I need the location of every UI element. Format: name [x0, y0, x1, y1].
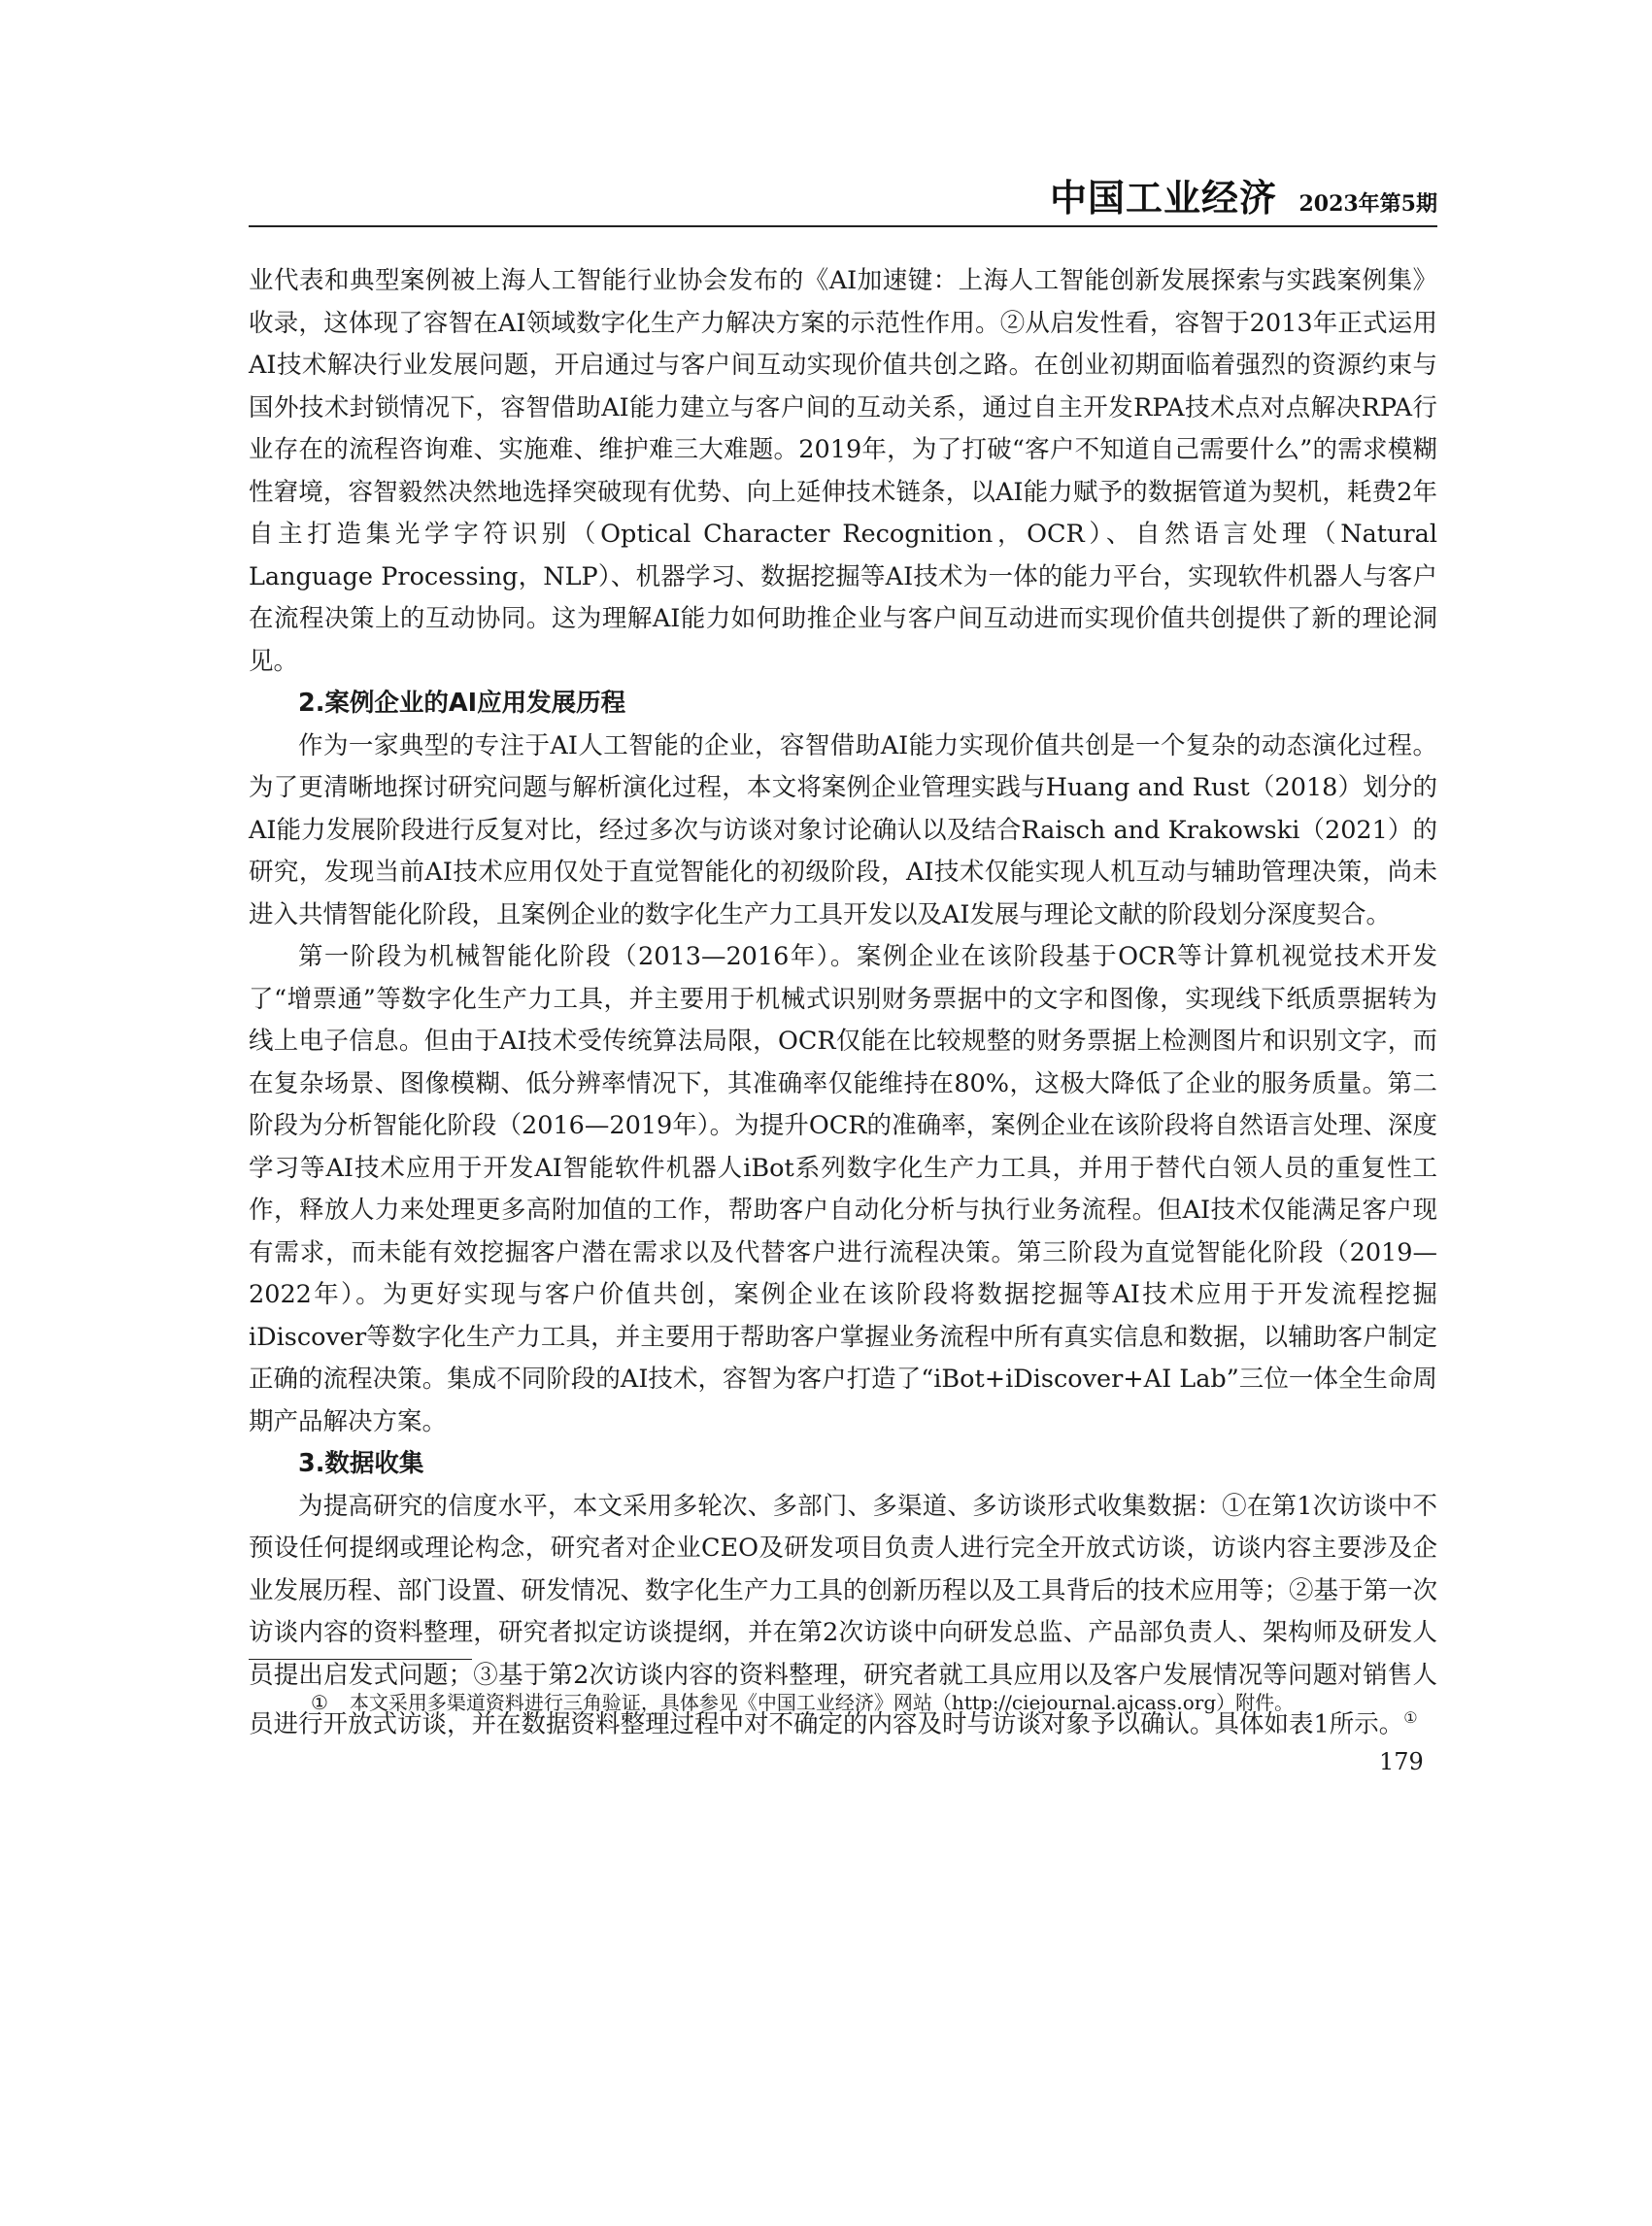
footnote-reference[interactable]: ① [1403, 1708, 1418, 1727]
paragraph-case-selection: 业代表和典型案例被上海人工智能行业协会发布的《AI加速键：上海人工智能创新发展探索与实践案例集》收录，这体现了容智在AI领域数字化生产力解决方案的示范性作用。②从启发性看，容智于2013年正式运用AI技术解决行业发展问题，开启通过与客户间互动实现价值共创之路。在创业初期面临着强烈的资源约束与国外技术封锁情况下，容智借助AI能力建立与客户间的互动关系，通过自主开发RPA技术点对点解决RPA行业存在的流程咨询难、实施难、维护难三大难题。2019年，为了打破“客户不知道自己需要什么”的需求模糊性窘境，容智毅然决然地选择突破现有优势、向上延伸技术链条，以AI能力赋予的数据管道为契机，耗费2年自主打造集光学字符识别（Optical Character Recognition，OCR）、自然语言处理（Natural Language Processing，NLP）、机器学习、数据挖掘等AI技术为一体的能力平台，实现软件机器人与客户在流程决策上的互动协同。这为理解AI能力如何助推企业与客户间互动进而实现价值共创提供了新的理论洞见。 [249, 266, 1437, 676]
running-header [249, 177, 1437, 225]
header-rule [249, 225, 1437, 227]
section-heading-ai-development: 2.案例企业的AI应用发展历程 [298, 689, 626, 718]
issue-label: 2023年第5期 [1298, 191, 1437, 217]
footnote-rule [249, 1659, 472, 1660]
journal-name: 中国工业经济 [1049, 177, 1277, 219]
paragraph-three-stages: 第一阶段为机械智能化阶段（2013—2016年）。案例企业在该阶段基于OCR等计算机视觉技术开发了“增票通”等数字化生产力工具，并主要用于机械式识别财务票据中的文字和图像，实现线下纸质票据转为线上电子信息。但由于AI技术受传统算法局限，OCR仅能在比较规整的财务票据上检测图片和识别文字，而在复杂场景、图像模糊、低分辨率情况下，其准确率仅能维持在80%，这极大降低了企业的服务质量。第二阶段为分析智能化阶段（2016—2019年）。为提升OCR的准确率，案例企业在该阶段将自然语言处理、深度学习等AI技术应用于开发AI智能软件机器人iBot系列数字化生产力工具，并用于替代白领人员的重复性工作，释放人力来处理更多高附加值的工作，帮助客户自动化分析与执行业务流程。但AI技术仅能满足客户现有需求，而未能有效挖掘客户潜在需求以及代替客户进行流程决策。第三阶段为直觉智能化阶段（2019—2022年）。为更好实现与客户价值共创，案例企业在该阶段将数据挖掘等AI技术应用于开发流程挖掘iDiscover等数字化生产力工具，并主要用于帮助客户掌握业务流程中所有真实信息和数据，以辅助客户制定正确的流程决策。集成不同阶段的AI技术，容智为客户打造了“iBot+iDiscover+AI Lab”三位一体全生命周期产品解决方案。 [249, 942, 1437, 1436]
paragraph-data-collection-text: 为提高研究的信度水平，本文采用多轮次、多部门、多渠道、多访谈形式收集数据：①在第1次访谈中不预设任何提纲或理论构念，研究者对企业CEO及研发项目负责人进行完全开放式访谈，访谈内容主要涉及企业发展历程、部门设置、研发情况、数字化生产力工具的创新历程以及工具背后的技术应用等；②基于第一次访谈内容的资料整理，研究者拟定访谈提纲，并在第2次访谈中向研发总监、产品部负责人、架构师及研发人员提出启发式问题；③基于第2次访谈内容的资料整理，研究者就工具应用以及客户发展情况等问题对销售人员进行开放式访谈，并在数据资料整理过程中对不确定的内容及时与访谈对象予以确认。具体如表1所示。 [249, 1491, 1438, 1739]
article-body [249, 260, 1437, 1746]
section-heading-data-collection: 3.数据收集 [298, 1449, 424, 1478]
footnote [311, 1688, 1437, 1717]
page-number: 179 [1379, 1748, 1424, 1775]
paragraph-ai-evolution: 作为一家典型的专注于AI人工智能的企业，容智借助AI能力实现价值共创是一个复杂的动态演化过程。为了更清晰地探讨研究问题与解析演化过程，本文将案例企业管理实践与Huang and Rust（2018）划分的AI能力发展阶段进行反复对比，经过多次与访谈对象讨论确认以及结合Raisch and Krakowski（2021）的研究，发现当前AI技术应用仅处于直觉智能化的初级阶段，AI技术仅能实现人机互动与辅助管理决策，尚未进入共情智能化阶段，且案例企业的数字化生产力工具开发以及AI发展与理论文献的阶段划分深度契合。 [249, 730, 1437, 929]
footnote-mark: ① [311, 1691, 328, 1714]
footnote-text: 本文采用多渠道资料进行三角验证，具体参见《中国工业经济》网站（http://ciejournal.ajcass.org）附件。 [349, 1691, 1295, 1714]
